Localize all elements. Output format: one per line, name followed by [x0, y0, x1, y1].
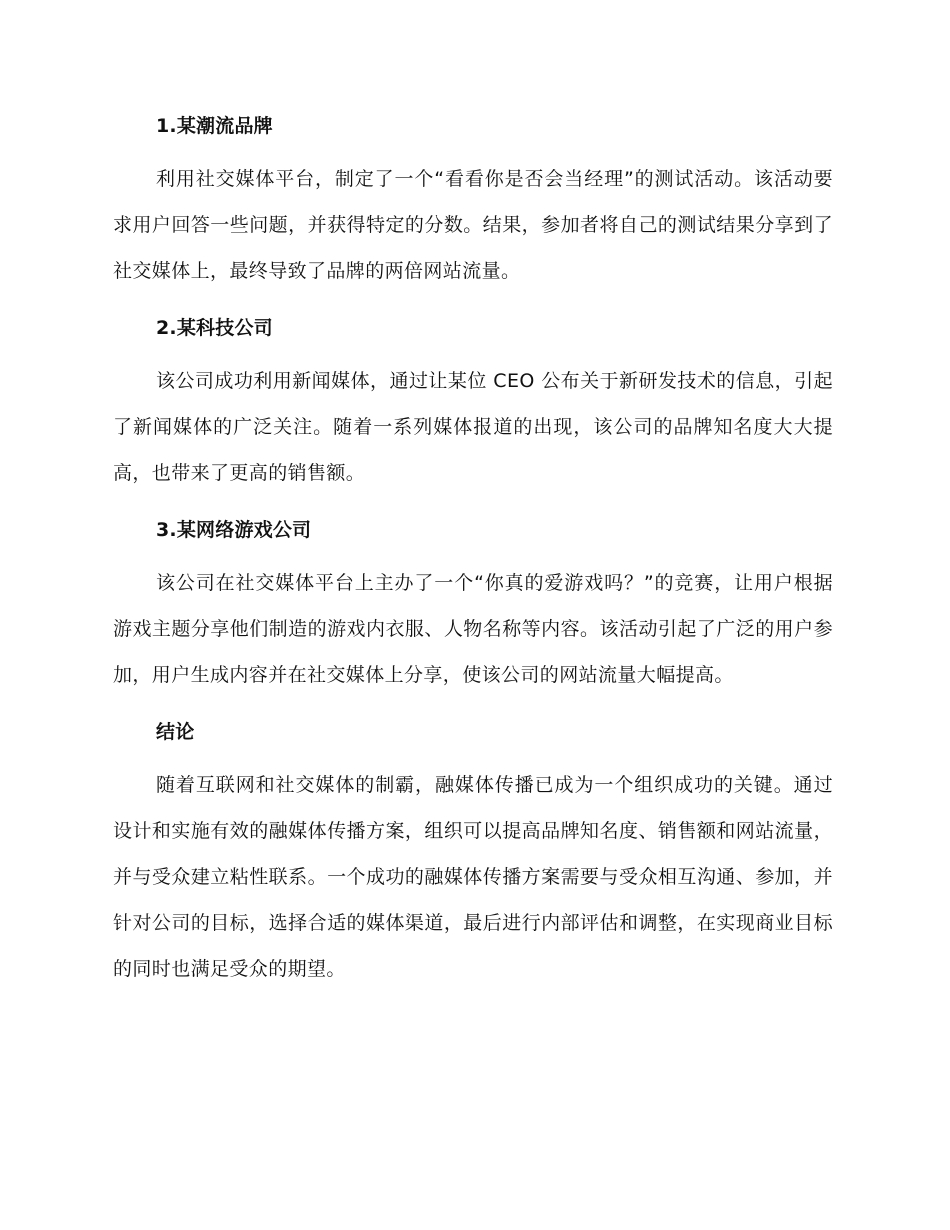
section-body-game-company: 该公司在社交媒体平台上主办了一个“你真的爱游戏吗？”的竞赛，让用户根据游戏主题分享他们制造的游戏内衣服、人物名称等内容。该活动引起了广泛的用户参加，用户生成内容并在社交媒体上分享，使该公司的网站流量大幅提高。 — [113, 572, 833, 686]
section-body-brand: 利用社交媒体平台，制定了一个“看看你是否会当经理”的测试活动。该活动要求用户回答一些问题，并获得特定的分数。结果，参加者将自己的测试结果分享到了社交媒体上，最终导致了品牌的两倍网站流量。 — [113, 168, 833, 282]
section-body-tech-company: 该公司成功利用新闻媒体，通过让某位 CEO 公布关于新研发技术的信息，引起了新闻媒体的广泛关注。随着一系列媒体报道的出现，该公司的品牌知名度大大提高，也带来了更高的销售额。 — [113, 370, 833, 484]
section-heading-game-company: 3.某网络游戏公司 — [156, 519, 312, 541]
section-heading-brand: 1.某潮流品牌 — [156, 115, 273, 137]
section-body-conclusion: 随着互联网和社交媒体的制霸，融媒体传播已成为一个组织成功的关键。通过设计和实施有效的融媒体传播方案，组织可以提高品牌知名度、销售额和网站流量，并与受众建立粘性联系。一个成功的融媒体传播方案需要与受众相互沟通、参加，并针对公司的目标，选择合适的媒体渠道，最后进行内部评估和调整，在实现商业目标的同时也满足受众的期望。 — [113, 774, 833, 980]
document-content — [113, 110, 833, 992]
section-heading-conclusion: 结论 — [156, 721, 195, 743]
section-heading-tech-company: 2.某科技公司 — [156, 317, 273, 339]
